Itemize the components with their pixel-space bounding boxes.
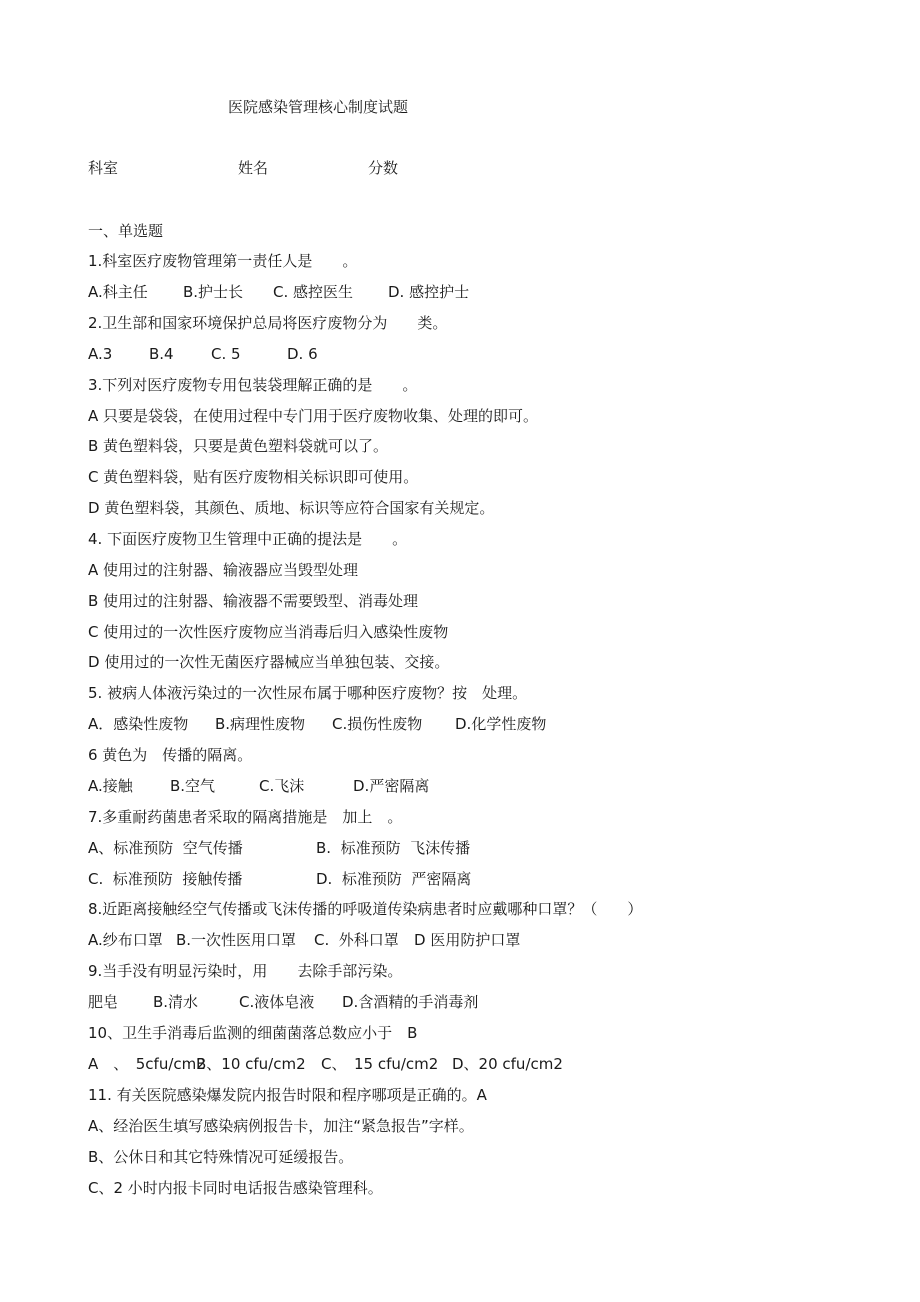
question-3-option-d: D 黄色塑料袋，其颜色、质地、标识等应符合国家有关规定。 xyxy=(88,499,495,517)
question-11-option-a-row xyxy=(0,1116,920,1136)
question-3-option-a: A 只要是袋袋，在使用过程中专门用于医疗废物收集、处理的即可。 xyxy=(88,407,539,425)
question-4-option-d-row xyxy=(0,652,920,672)
question-3-option-b: B 黄色塑料袋，只要是黄色塑料袋就可以了。 xyxy=(88,437,389,455)
question-7-option-b: B. 标准预防 飞沫传播 xyxy=(316,839,471,857)
section-heading: 一、单选题 xyxy=(88,222,164,240)
question-4-option-c-row xyxy=(0,622,920,642)
question-4-option-a: A 使用过的注射器、输液器应当毁型处理 xyxy=(88,561,359,579)
question-10-stem: 10、卫生手消毒后监测的细菌菌落总数应小于 B xyxy=(88,1024,418,1042)
question-4-option-b-row xyxy=(0,591,920,611)
question-6-options xyxy=(0,776,920,796)
question-1-option-a: A.科主任 xyxy=(88,283,148,301)
question-3-option-a-row xyxy=(0,406,920,426)
title-row xyxy=(0,97,920,117)
question-3-stem: 3.下列对医疗废物专用包装袋理解正确的是 。 xyxy=(88,376,418,394)
question-9-option-b: B.清水 xyxy=(153,993,199,1011)
question-2-stem: 2.卫生部和国家环境保护总局将医疗废物分为 类。 xyxy=(88,314,448,332)
question-8-option-d: D 医用防护口罩 xyxy=(414,931,521,949)
question-6-option-c: C.飞沫 xyxy=(259,777,305,795)
question-11-stem: 11. 有关医院感染爆发院内报告时限和程序哪项是正确的。A xyxy=(88,1086,487,1104)
question-2-option-c: C. 5 xyxy=(211,345,241,363)
header-fields xyxy=(0,158,920,178)
question-11-option-b: B、公休日和其它特殊情况可延缓报告。 xyxy=(88,1148,354,1166)
question-8-stem: 8.近距离接触经空气传播或飞沫传播的呼吸道传染病患者时应戴哪种口罩？（ ） xyxy=(88,900,643,918)
question-6-option-b: B.空气 xyxy=(170,777,216,795)
question-5-option-a: A．感染性废物 xyxy=(88,715,189,733)
question-5-option-b: B.病理性废物 xyxy=(215,715,306,733)
question-4-option-d: D 使用过的一次性无菌医疗器械应当单独包装、交接。 xyxy=(88,653,450,671)
question-9-option-c: C.液体皂液 xyxy=(239,993,315,1011)
question-1-stem: 1.科室医疗废物管理第一责任人是 。 xyxy=(88,252,358,270)
question-7-options-row-1 xyxy=(0,838,920,858)
question-1-option-b: B.护士长 xyxy=(183,283,244,301)
question-2 xyxy=(0,313,920,333)
question-5-option-c: C.损伤性废物 xyxy=(332,715,423,733)
question-11-option-c: C、2 小时内报卡同时电话报告感染管理科。 xyxy=(88,1179,383,1197)
question-2-option-b: B.4 xyxy=(149,345,174,363)
question-9-option-d: D.含酒精的手消毒剂 xyxy=(342,993,479,1011)
question-10-option-b: B、10 cfu/cm2 xyxy=(196,1055,306,1073)
question-9-options xyxy=(0,992,920,1012)
question-10-option-c: C、 15 cfu/cm2 xyxy=(321,1055,439,1073)
section-heading-row xyxy=(0,221,920,241)
question-5-options xyxy=(0,714,920,734)
question-6-option-a: A.接触 xyxy=(88,777,133,795)
question-6 xyxy=(0,745,920,765)
question-9 xyxy=(0,961,920,981)
name-label: 姓名 xyxy=(238,159,269,177)
page-title: 医院感染管理核心制度试题 xyxy=(228,98,409,116)
question-5 xyxy=(0,683,920,703)
question-4-stem: 4. 下面医疗废物卫生管理中正确的提法是 。 xyxy=(88,530,408,548)
question-1-options xyxy=(0,282,920,302)
question-6-stem: 6 黄色为 传播的隔离。 xyxy=(88,746,253,764)
question-10-options xyxy=(0,1054,920,1074)
score-label: 分数 xyxy=(368,159,399,177)
question-7 xyxy=(0,807,920,827)
question-3-option-d-row xyxy=(0,498,920,518)
question-1-option-d: D. 感控护士 xyxy=(388,283,470,301)
question-5-stem: 5. 被病人体液污染过的一次性尿布属于哪种医疗废物？按 处理。 xyxy=(88,684,528,702)
question-9-stem: 9.当手没有明显污染时，用 去除手部污染。 xyxy=(88,962,403,980)
question-8-options xyxy=(0,930,920,950)
question-9-option-a: 肥皂 xyxy=(88,993,119,1011)
question-1-option-c: C. 感控医生 xyxy=(273,283,354,301)
question-11-option-b-row xyxy=(0,1147,920,1167)
question-4 xyxy=(0,529,920,549)
question-6-option-d: D.严密隔离 xyxy=(353,777,430,795)
question-2-option-d: D. 6 xyxy=(287,345,318,363)
question-7-option-c: C. 标准预防 接触传播 xyxy=(88,870,243,888)
question-8 xyxy=(0,899,920,919)
question-4-option-c: C 使用过的一次性医疗废物应当消毒后归入感染性废物 xyxy=(88,623,449,641)
question-5-option-d: D.化学性废物 xyxy=(455,715,547,733)
question-2-options xyxy=(0,344,920,364)
question-2-option-a: A.3 xyxy=(88,345,113,363)
question-3 xyxy=(0,375,920,395)
question-10-option-a: A 、 5cfu/cm2 xyxy=(88,1055,206,1073)
department-label: 科室 xyxy=(88,159,119,177)
question-8-option-a: A.纱布口罩 xyxy=(88,931,163,949)
question-8-option-b: B.一次性医用口罩 xyxy=(176,931,297,949)
question-11-option-c-row xyxy=(0,1178,920,1198)
question-3-option-c: C 黄色塑料袋，贴有医疗废物相关标识即可使用。 xyxy=(88,468,419,486)
question-11-option-a: A、经治医生填写感染病例报告卡，加注“紧急报告”字样。 xyxy=(88,1117,474,1135)
question-10 xyxy=(0,1023,920,1043)
question-7-options-row-2 xyxy=(0,869,920,889)
question-3-option-b-row xyxy=(0,436,920,456)
question-4-option-a-row xyxy=(0,560,920,580)
question-7-option-d: D. 标准预防 严密隔离 xyxy=(316,870,472,888)
question-3-option-c-row xyxy=(0,467,920,487)
question-1 xyxy=(0,251,920,271)
question-4-option-b: B 使用过的注射器、输液器不需要毁型、消毒处理 xyxy=(88,592,419,610)
question-7-option-a: A、标准预防 空气传播 xyxy=(88,839,243,857)
question-7-stem: 7.多重耐药菌患者采取的隔离措施是 加上 。 xyxy=(88,808,403,826)
question-10-option-d: D、20 cfu/cm2 xyxy=(452,1055,563,1073)
question-8-option-c: C. 外科口罩 xyxy=(314,931,399,949)
question-11 xyxy=(0,1085,920,1105)
